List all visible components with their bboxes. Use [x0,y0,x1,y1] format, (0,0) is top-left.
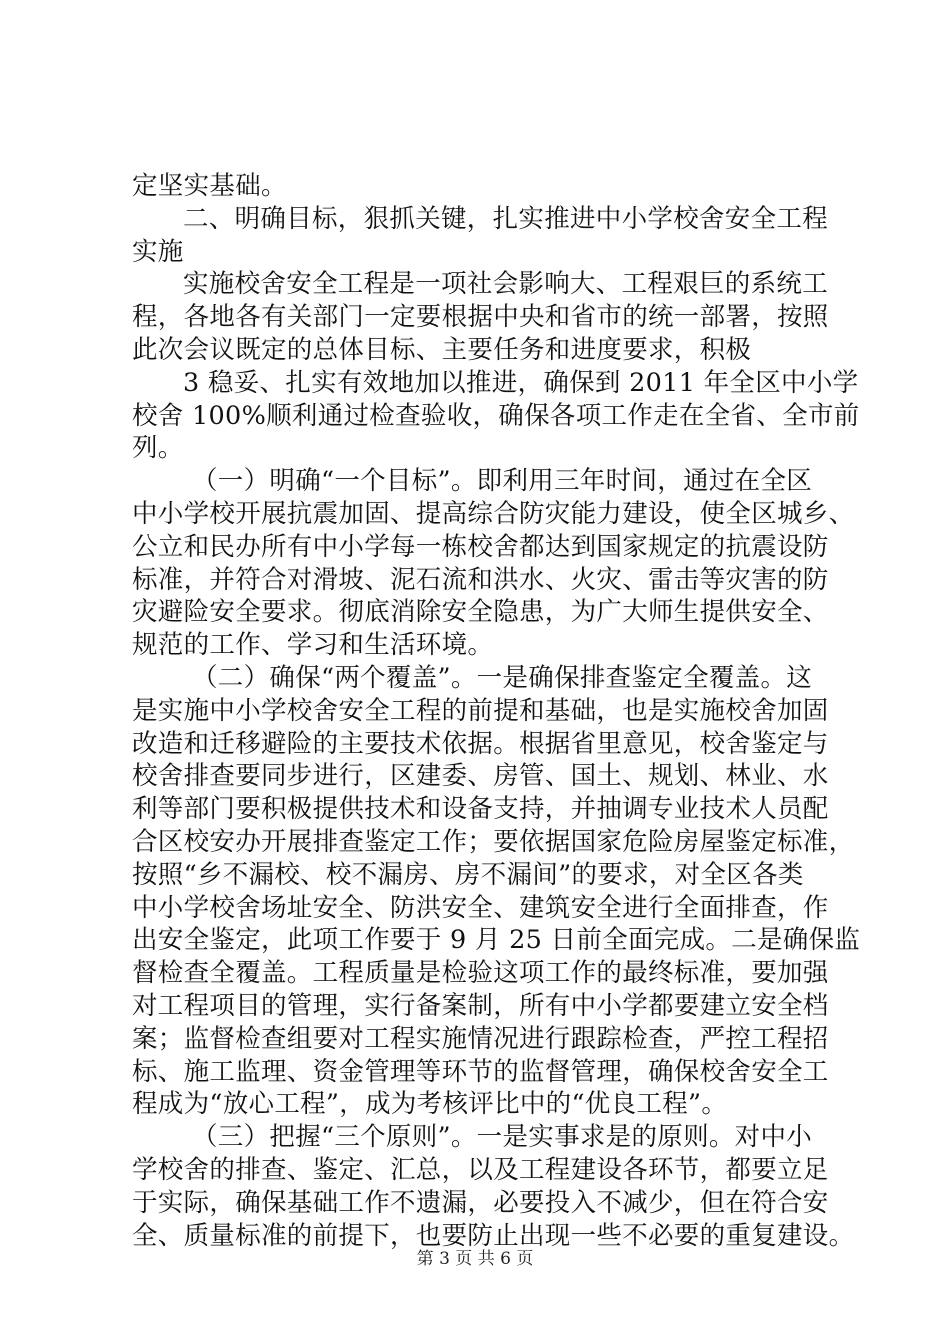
text-line: 中小学校舍场址安全、防洪安全、建筑安全进行全面排查，作 [132,892,829,923]
text-line: 标准，并符合对滑坡、泥石流和洪水、火灾、雷击等灾害的防 [132,564,829,595]
text-line: 全、质量标准的前提下，也要防止出现一些不必要的重复建设。 [132,1220,855,1251]
text-line: 是实施中小学校舍安全工程的前提和基础，也是实施校舍加固 [132,695,829,726]
text-line: 标、施工监理、资金管理等环节的监督管理，确保校舍安全工 [132,1056,829,1087]
text-line: （一）明确“一个目标”。即利用三年时间，通过在全区 [192,466,813,497]
text-line: 程成为“放心工程”，成为考核评比中的“优良工程”。 [132,1089,728,1120]
text-line: 校舍排查要同步进行，区建委、房管、国土、规划、林业、水 [132,761,829,792]
text-line: 按照“乡不漏校、校不漏房、房不漏间”的要求，对全区各类 [132,859,804,890]
text-line: 列。 [132,433,184,464]
text-line: 定坚实基础。 [132,171,287,201]
page-number-footer: 第 3 页 共 6 页 [416,1249,534,1269]
text-line: 于实际，确保基础工作不遗漏，必要投入不减少，但在符合安 [132,1187,829,1218]
text-line: 利等部门要积极提供技术和设备支持，并抽调专业技术人员配 [132,794,829,825]
text-line: 3 稳妥、扎实有效地加以推进，确保到 2011 年全区中小学 [183,367,859,398]
text-line: 出安全鉴定，此项工作要于 9 月 25 日前全面完成。二是确保监 [132,925,861,956]
document-body [132,170,861,1252]
text-line: （三）把握“三个原则”。一是实事求是的原则。对中小 [192,1122,813,1153]
text-line: （二）确保“两个覆盖”。一是确保排查鉴定全覆盖。这 [192,662,813,693]
text-line: 中小学校开展抗震加固、提高综合防灾能力建设，使全区城乡、 [132,498,855,529]
section-heading: 实施 [132,236,184,267]
text-line: 对工程项目的管理，实行备案制，所有中小学都要建立安全档 [132,990,829,1021]
text-line: 规范的工作、学习和生活环境。 [132,630,494,661]
text-line: 合区校安办开展排查鉴定工作；要依据国家危险房屋鉴定标准， [132,826,855,857]
text-line: 程，各地各有关部门一定要根据中央和省市的统一部署，按照 [132,302,829,333]
text-line: 督检查全覆盖。工程质量是检验这项工作的最终标准，要加强 [132,958,829,989]
text-line: 改造和迁移避险的主要技术依据。根据省里意见，校舍鉴定与 [132,728,829,759]
text-line: 公立和民办所有中小学每一栋校舍都达到国家规定的抗震设防 [132,531,829,562]
text-line: 学校舍的排查、鉴定、汇总，以及工程建设各环节，都要立足 [132,1154,829,1185]
text-line: 案；监督检查组要对工程实施情况进行跟踪检查，严控工程招 [132,1023,829,1054]
text-line: 灾避险安全要求。彻底消除安全隐患，为广大师生提供安全、 [132,597,829,628]
text-line: 实施校舍安全工程是一项社会影响大、工程艰巨的系统工 [183,269,829,300]
text-line: 校舍 100%顺利通过检查验收，确保各项工作走在全省、全市前 [132,400,860,431]
text-line: 此次会议既定的总体目标、主要任务和进度要求，积极 [132,334,752,365]
section-heading: 二、明确目标，狠抓关键，扎实推进中小学校舍安全工程 [183,203,829,234]
